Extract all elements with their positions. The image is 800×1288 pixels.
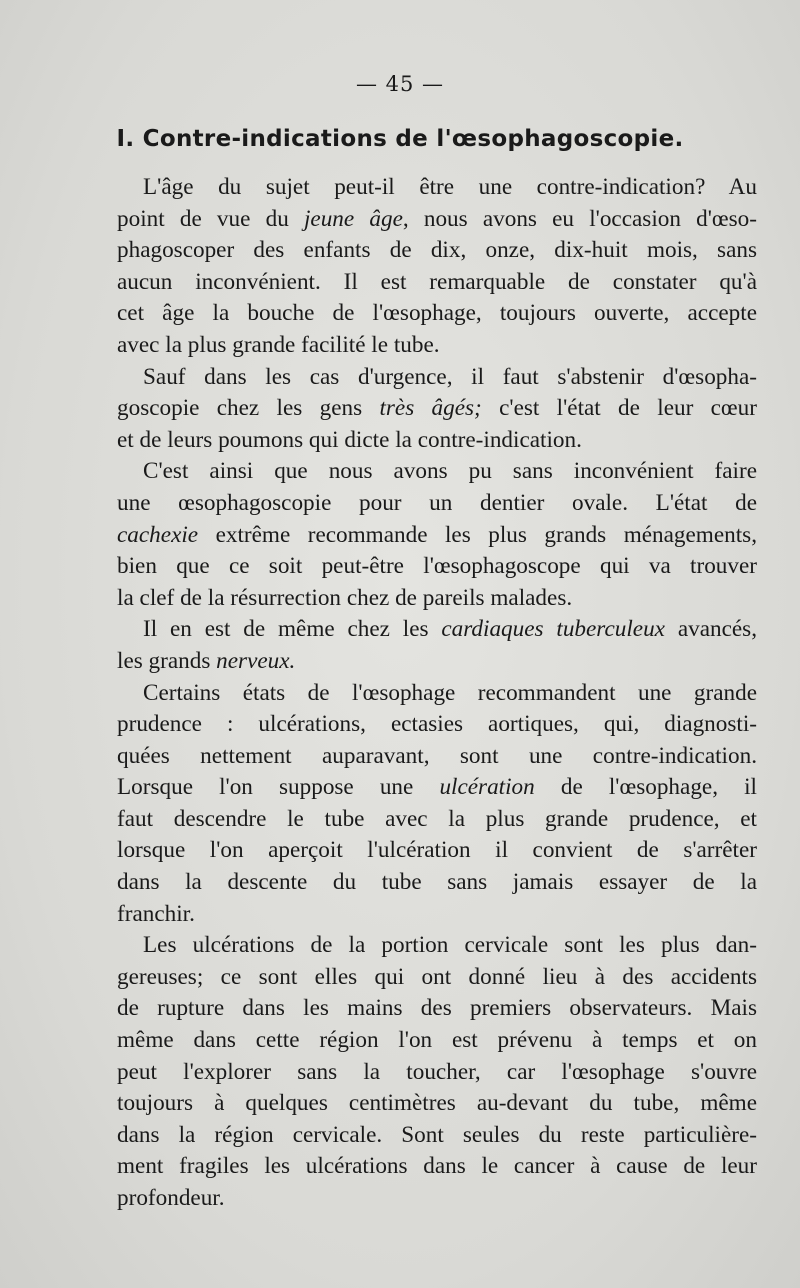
- text-line: [117, 204, 757, 236]
- text-segment: ment fragiles les ulcérations dans le cancer à cause de leur: [117, 1153, 757, 1180]
- paragraph: [117, 172, 757, 362]
- text-segment: Lorsque l'on suppose une: [117, 774, 440, 801]
- text-line: [117, 772, 757, 804]
- text-segment: avec la plus grande facilité le tube.: [117, 331, 440, 358]
- paragraph: [117, 678, 757, 931]
- text-segment: prudence : ulcérations, ectasies aortiques, qui, diagnosti-: [117, 711, 757, 738]
- text-line: [117, 835, 757, 867]
- text-segment: Il en est de même chez les: [143, 616, 442, 643]
- text-line: [117, 1120, 757, 1152]
- text-segment: , nous avons eu l'occasion d'œso-: [402, 205, 758, 232]
- text-segment: dans la région cervicale. Sont seules du reste particulière-: [117, 1121, 757, 1148]
- text-line: [117, 646, 757, 678]
- italic-text: jeune âge: [303, 205, 403, 232]
- text-line: [117, 330, 757, 362]
- text-line: [117, 804, 757, 836]
- text-segment: les grands: [117, 647, 217, 674]
- text-line: [117, 583, 757, 615]
- text-line: [117, 741, 757, 773]
- text-segment: Les ulcérations de la portion cervicale sont les plus dan-: [143, 932, 757, 959]
- text-line: [117, 362, 757, 394]
- text-line: [117, 1151, 757, 1183]
- text-segment: gereuses; ce sont elles qui ont donné lieu à des accidents: [117, 963, 757, 990]
- text-line: [117, 488, 757, 520]
- text-segment: c'est l'état de leur cœur: [481, 395, 757, 422]
- text-line: [117, 298, 757, 330]
- text-segment: L'âge du sujet peut-il être une contre-indication? Au: [143, 174, 757, 200]
- text-line: [117, 614, 757, 646]
- text-line: [117, 520, 757, 552]
- text-segment: lorsque l'on aperçoit l'ulcération il convient de s'arrêter: [117, 837, 757, 864]
- italic-text: nerveux.: [216, 647, 296, 674]
- paragraph: [117, 930, 757, 1214]
- text-segment: peut l'explorer sans la toucher, car l'œsophage s'ouvre: [117, 1058, 757, 1085]
- text-line: [117, 899, 757, 931]
- text-line: [117, 551, 757, 583]
- text-line: [117, 267, 757, 299]
- text-line: [117, 962, 757, 994]
- text-line: [117, 1183, 757, 1215]
- text-line: [117, 393, 757, 425]
- text-segment: de l'œsophage, il: [534, 774, 757, 801]
- text-segment: de rupture dans les mains des premiers observateurs. Mais: [117, 995, 757, 1022]
- text-line: [117, 172, 757, 204]
- text-segment: profondeur.: [117, 1185, 225, 1211]
- text-segment: point de vue du: [117, 205, 304, 232]
- text-segment: cet âge la bouche de l'œsophage, toujours ouverte, accepte: [117, 300, 757, 327]
- text-segment: quées nettement auparavant, sont une contre-indication.: [117, 742, 757, 769]
- italic-text: cardiaques tuberculeux: [441, 616, 665, 643]
- body-text: [117, 172, 757, 1215]
- text-segment: avancés,: [664, 616, 757, 643]
- text-line: [117, 930, 757, 962]
- text-segment: toujours à quelques centimètres au-devant du tube, même: [117, 1090, 757, 1117]
- text-segment: extrême recommande les plus grands ménagements,: [198, 521, 757, 548]
- italic-text: très âgés;: [379, 395, 482, 422]
- text-segment: aucun inconvénient. Il est remarquable de constater qu'à: [117, 268, 757, 295]
- italic-text: ulcération: [439, 774, 535, 801]
- paragraph: [117, 362, 757, 457]
- text-segment: Sauf dans les cas d'urgence, il faut s'abstenir d'œsopha-: [143, 363, 757, 390]
- page-number: — 45 —: [355, 72, 445, 96]
- text-segment: et de leurs poumons qui dicte la contre-indication.: [117, 426, 582, 453]
- text-line: [117, 678, 757, 710]
- text-segment: même dans cette région l'on est prévenu à temps et on: [117, 1027, 757, 1054]
- text-line: [117, 1025, 757, 1057]
- text-segment: C'est ainsi que nous avons pu sans inconvénient faire: [143, 458, 757, 485]
- section-heading: I. Contre-indications de l'œsophagoscopie.: [116, 126, 684, 152]
- text-segment: bien que ce soit peut-être l'œsophagoscope qui va trouver: [117, 553, 757, 580]
- text-segment: une œsophagoscopie pour un dentier ovale. L'état de: [117, 489, 757, 516]
- text-line: [117, 867, 757, 899]
- text-line: [117, 1057, 757, 1089]
- paragraph: [117, 456, 757, 614]
- italic-text: cachexie: [117, 521, 199, 548]
- text-segment: franchir.: [117, 900, 195, 927]
- text-line: [117, 709, 757, 741]
- paragraph: [117, 614, 757, 677]
- text-line: [117, 456, 757, 488]
- text-segment: Certains états de l'œsophage recommandent une grande: [143, 679, 757, 706]
- text-segment: phagoscoper des enfants de dix, onze, dix-huit mois, sans: [117, 237, 757, 264]
- text-segment: la clef de la résurrection chez de pareils malades.: [117, 584, 573, 611]
- text-line: [117, 1088, 757, 1120]
- text-line: [117, 993, 757, 1025]
- text-segment: dans la descente du tube sans jamais essayer de la: [117, 869, 757, 896]
- text-line: [117, 425, 757, 457]
- text-line: [117, 235, 757, 267]
- text-segment: faut descendre le tube avec la plus grande prudence, et: [117, 805, 757, 832]
- text-segment: goscopie chez les gens: [117, 395, 380, 422]
